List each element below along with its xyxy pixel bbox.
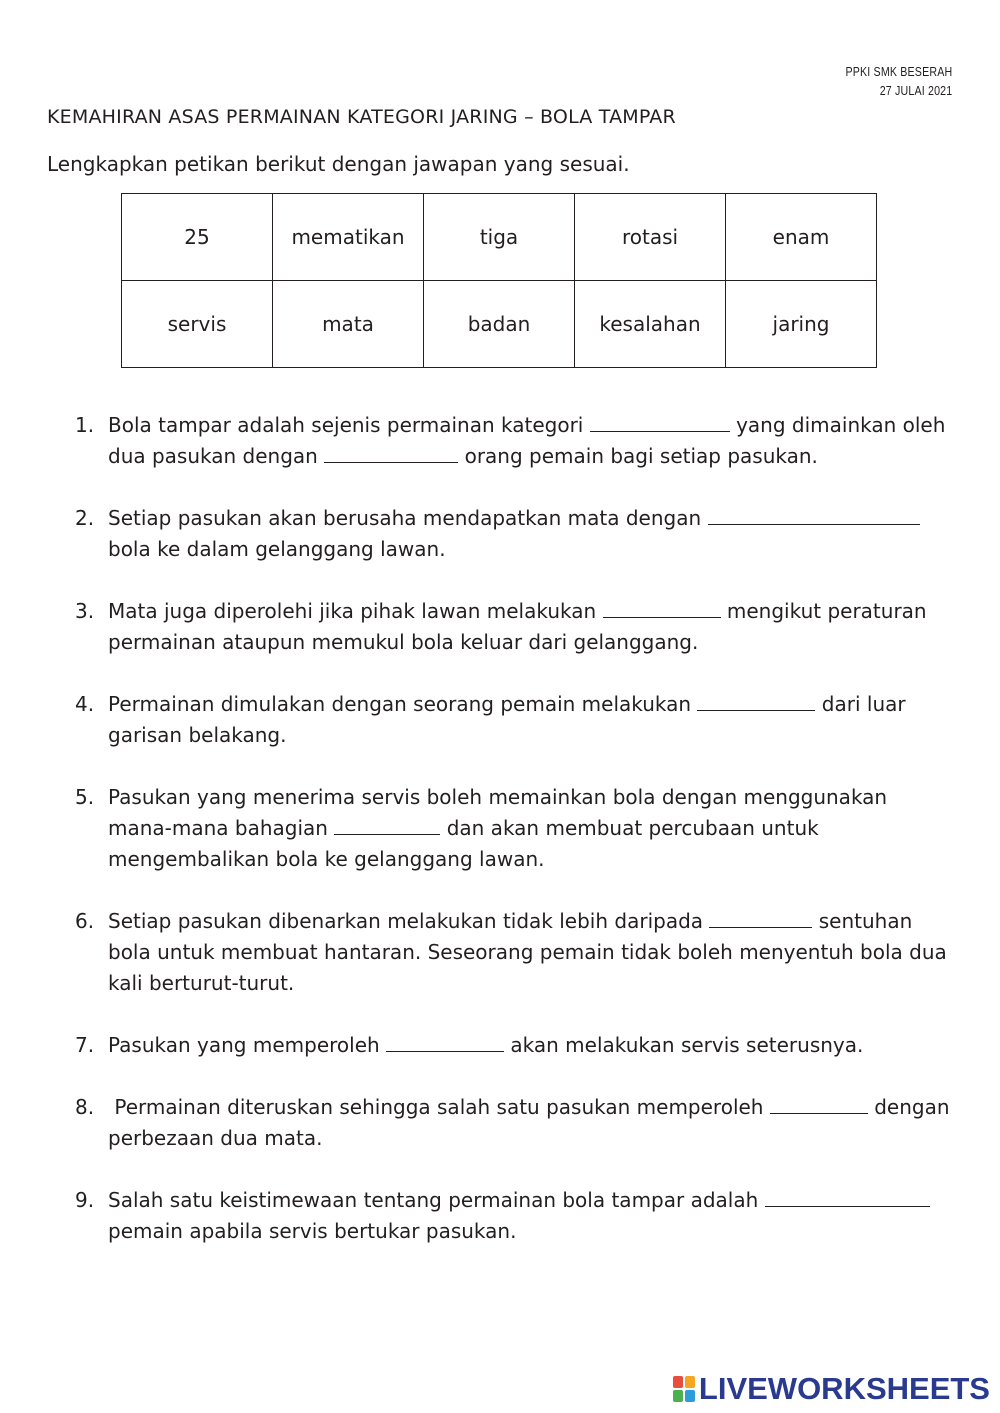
question-text xyxy=(108,1030,955,1061)
question-text-part: Salah satu keistimewaan tentang permainan bola tampar adalah xyxy=(108,1188,765,1212)
word-bank-row xyxy=(122,194,877,281)
question-item xyxy=(75,1185,955,1247)
question-number: 7. xyxy=(75,1033,95,1057)
answer-blank[interactable] xyxy=(709,909,812,928)
question-number: 5. xyxy=(75,785,95,809)
answer-blank[interactable] xyxy=(697,692,815,711)
question-number: 8. xyxy=(75,1095,95,1119)
question-item xyxy=(75,1030,955,1061)
word-bank-cell: badan xyxy=(424,281,575,368)
question-text-part: Mata juga diperolehi jika pihak lawan melakukan xyxy=(108,599,603,623)
word-bank-cell: servis xyxy=(122,281,273,368)
answer-blank[interactable] xyxy=(590,413,730,432)
word-bank-table xyxy=(121,193,877,368)
question-text-part: Pasukan yang memperoleh xyxy=(108,1033,387,1057)
answer-blank[interactable] xyxy=(770,1095,868,1114)
question-text-part: Permainan dimulakan dengan seorang pemain melakukan xyxy=(108,692,698,716)
word-bank-cell: tiga xyxy=(424,194,575,281)
word-bank-cell: mematikan xyxy=(273,194,424,281)
question-item xyxy=(75,503,955,565)
question-text-part: pemain apabila servis bertukar pasukan. xyxy=(108,1188,936,1243)
question-item xyxy=(75,782,955,875)
logo-text: LIVEWORKSHEETS xyxy=(698,1371,990,1406)
word-bank-cell: mata xyxy=(273,281,424,368)
question-number: 3. xyxy=(75,599,95,623)
question-number: 2. xyxy=(75,506,95,530)
liveworksheets-logo xyxy=(673,1371,990,1407)
question-text xyxy=(108,906,955,999)
question-list xyxy=(75,410,955,1278)
question-text-part: Setiap pasukan dibenarkan melakukan tidak lebih daripada xyxy=(108,909,710,933)
question-text xyxy=(108,1185,955,1247)
question-text-part: sentuhan bola untuk membuat hantaran. Seseorang pemain tidak boleh menyentuh bola dua kali berturut-turut. xyxy=(108,909,954,995)
question-text xyxy=(108,1092,955,1154)
question-number: 1. xyxy=(75,413,95,437)
question-text-part: Permainan diteruskan sehingga salah satu pasukan memperoleh xyxy=(108,1095,770,1119)
logo-block xyxy=(673,1390,683,1402)
question-item xyxy=(75,596,955,658)
question-text-part: Pasukan yang menerima servis boleh memainkan bola dengan menggunakan mana-mana bahagian xyxy=(108,785,894,840)
question-number: 6. xyxy=(75,909,95,933)
question-text-part: yang dimainkan oleh dua pasukan dengan xyxy=(108,413,952,468)
worksheet-date: 27 JULAI 2021 xyxy=(879,83,952,98)
logo-blocks-icon xyxy=(673,1376,695,1402)
question-text xyxy=(108,782,955,875)
question-text-part: Bola tampar adalah sejenis permainan kategori xyxy=(108,413,590,437)
question-text-part: orang pemain bagi setiap pasukan. xyxy=(458,444,818,468)
question-text-part: akan melakukan servis seterusnya. xyxy=(504,1033,864,1057)
answer-blank[interactable] xyxy=(603,599,721,618)
question-text-part: dan akan membuat percubaan untuk mengembalikan bola ke gelanggang lawan. xyxy=(108,816,826,871)
answer-blank[interactable] xyxy=(386,1033,504,1052)
word-bank-cell: jaring xyxy=(726,281,877,368)
answer-blank[interactable] xyxy=(765,1188,930,1207)
header-info xyxy=(845,62,952,100)
question-text xyxy=(108,410,955,472)
question-item xyxy=(75,410,955,472)
word-bank-row xyxy=(122,281,877,368)
question-number: 4. xyxy=(75,692,95,716)
word-bank-cell: rotasi xyxy=(575,194,726,281)
answer-blank[interactable] xyxy=(324,444,458,463)
question-text xyxy=(108,503,955,565)
question-text-part: dengan perbezaan dua mata. xyxy=(108,1095,956,1150)
question-text-part: dari luar garisan belakang. xyxy=(108,692,912,747)
question-number: 9. xyxy=(75,1188,95,1212)
answer-blank[interactable] xyxy=(334,816,440,835)
logo-block xyxy=(673,1376,683,1388)
instruction-text: Lengkapkan petikan berikut dengan jawapan yang sesuai. xyxy=(47,152,630,176)
logo-block xyxy=(685,1376,695,1388)
question-text-part: mengikut peraturan permainan ataupun memukul bola keluar dari gelanggang. xyxy=(108,599,933,654)
question-item xyxy=(75,906,955,999)
question-text-part: Setiap pasukan akan berusaha mendapatkan mata dengan xyxy=(108,506,708,530)
question-text xyxy=(108,689,955,751)
word-bank-cell: enam xyxy=(726,194,877,281)
question-item xyxy=(75,1092,955,1154)
word-bank-cell: kesalahan xyxy=(575,281,726,368)
question-text xyxy=(108,596,955,658)
question-text-part: bola ke dalam gelanggang lawan. xyxy=(108,506,926,561)
logo-block xyxy=(685,1390,695,1402)
school-name: PPKI SMK BESERAH xyxy=(845,64,952,79)
page-title: KEMAHIRAN ASAS PERMAINAN KATEGORI JARING – BOLA TAMPAR xyxy=(47,106,676,128)
word-bank-cell: 25 xyxy=(122,194,273,281)
question-item xyxy=(75,689,955,751)
answer-blank[interactable] xyxy=(708,506,920,525)
